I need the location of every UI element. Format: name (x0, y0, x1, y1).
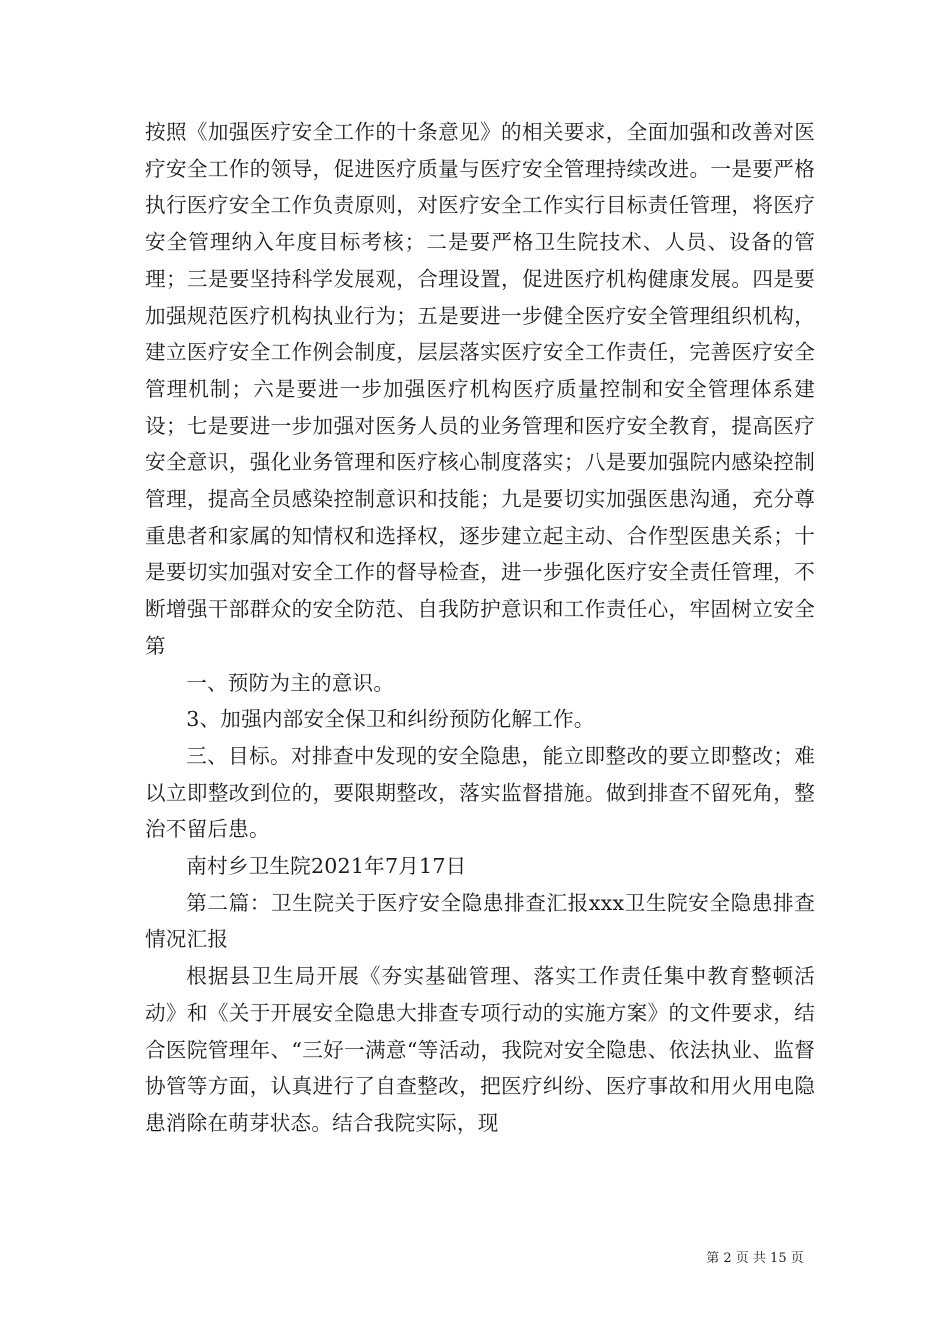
page-number-footer (0, 1247, 950, 1266)
document-body (145, 114, 815, 1142)
paragraph-prevention: 一、预防为主的意识。 (186, 670, 395, 695)
page-number: 第 2 页 共 15 页 (706, 1251, 804, 1266)
paragraph-intro: 按照《加强医疗安全工作的十条意见》的相关要求，全面加强和改善对医疗安全工作的领导，促进医疗质量与医疗安全管理持续改进。一是要严格执行医疗安全工作负责原则，对医疗安全工作实行目标责任管理，将医疗安全管理纳入年度目标考核；二是要严格卫生院技术、人员、设备的管理；三是要坚持科学发展观，合理设置，促进医疗机构健康发展。四是要加强规范医疗机构执业行为；五是要进一步健全医疗安全管理组织机构，建立医疗安全工作例会制度，层层落实医疗安全工作责任，完善医疗安全管理机制；六是要进一步加强医疗机构医疗质量控制和安全管理体系建设；七是要进一步加强对医务人员的业务管理和医疗安全教育，提高医疗安全意识，强化业务管理和医疗核心制度落实；八是要加强院内感染控制管理，提高全员感染控制意识和技能；九是要切实加强医患沟通，充分尊重患者和家属的知情权和选择权，逐步建立起主动、合作型医患关系；十是要切实加强对安全工作的督导检查，进一步强化医疗安全责任管理，不断增强干部群众的安全防范、自我防护意识和工作责任心，牢固树立安全第 (145, 120, 815, 658)
paragraph-goals: 三、目标。对排查中发现的安全隐患，能立即整改的要立即整改；难以立即整改到位的，要限期整改，落实监督措施。做到排查不留死角，整治不留后患。 (145, 743, 815, 842)
paragraph-security: 3、加强内部安全保卫和纠纷预防化解工作。 (186, 707, 595, 732)
paragraph-second-body: 根据县卫生局开展《夯实基础管理、落实工作责任集中教育整顿活动》和《关于开展安全隐患大排查专项行动的实施方案》的文件要求，结合医院管理年、“三好一满意“等活动，我院对安全隐患、依法执业、监督协管等方面，认真进行了自查整改，把医疗纠纷、医疗事故和用火用电隐患消除在萌芽状态。结合我院实际，现 (145, 964, 815, 1135)
paragraph-signature-date: 南村乡卫生院2021年7月17日 (186, 854, 467, 879)
paragraph-second-title: 第二篇：卫生院关于医疗安全隐患排查汇报xxx卫生院安全隐患排查情况汇报 (145, 890, 815, 952)
